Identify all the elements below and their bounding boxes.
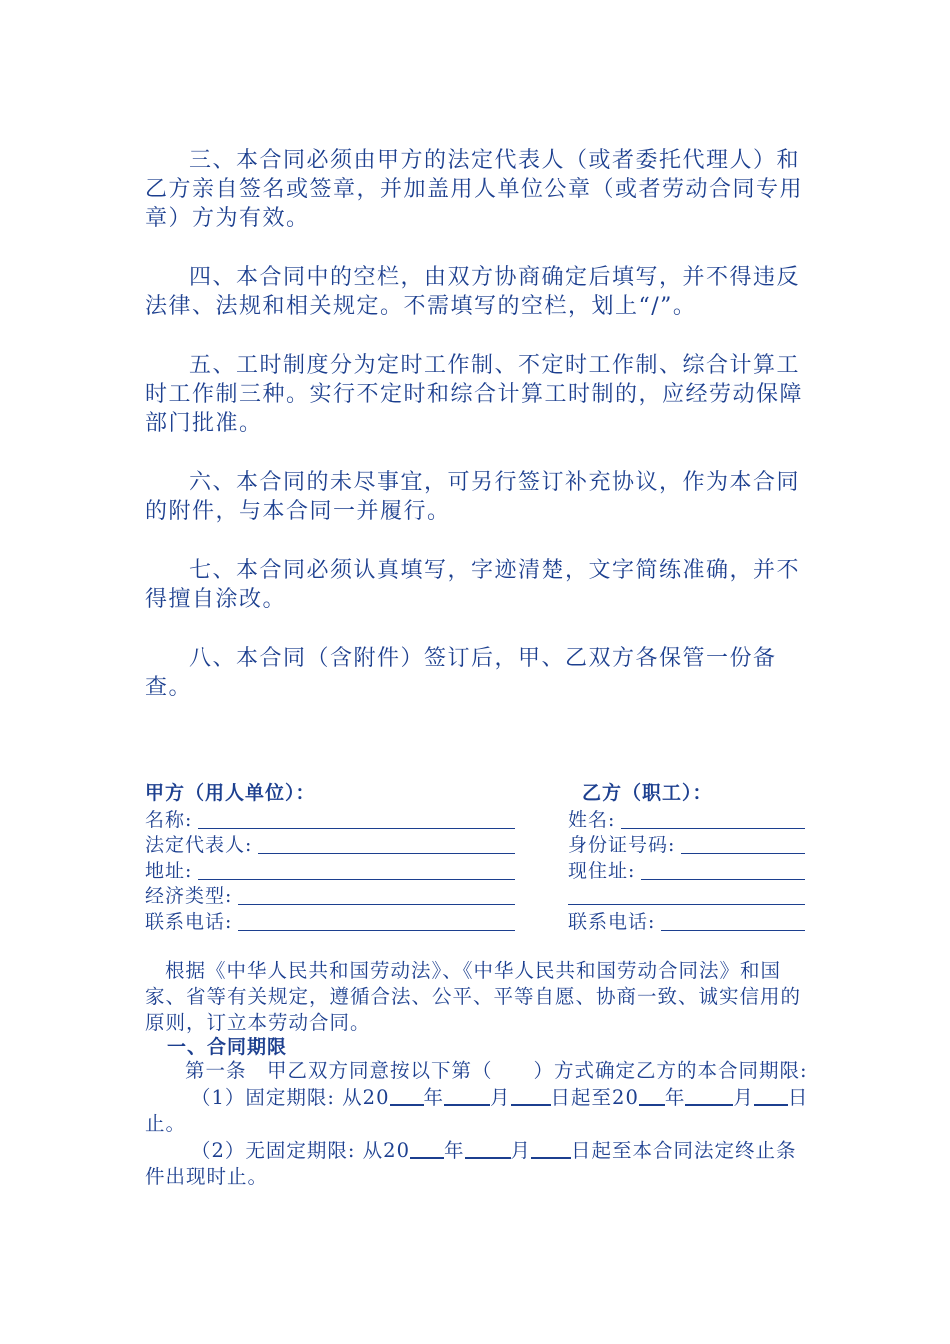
party-b-phone-field[interactable] [568, 908, 805, 934]
fill-line[interactable] [238, 912, 515, 931]
blank-day[interactable] [754, 1084, 788, 1106]
party-b-address-field[interactable] [568, 857, 805, 883]
field-label: 现住址: [568, 859, 636, 882]
option-text: 月 [490, 1086, 511, 1109]
option-text: 年 [423, 1086, 445, 1109]
blank-year[interactable] [410, 1137, 444, 1159]
blank-month[interactable] [685, 1084, 733, 1106]
blank-month[interactable] [444, 1084, 490, 1106]
blank-month[interactable] [465, 1137, 511, 1159]
option-text: 月 [510, 1139, 532, 1162]
party-b-column [568, 780, 805, 934]
contract-body [145, 958, 810, 1190]
section-1-heading: 一、合同期限 [167, 1036, 288, 1058]
fill-line[interactable] [661, 912, 805, 931]
notes-section [145, 146, 810, 732]
note-6: 六、本合同的未尽事宜，可另行签订补充协议，作为本合同的附件，与本合同一并履行。 [145, 470, 801, 524]
field-label: 联系电话: [568, 910, 656, 933]
option-text: 日起至20 [550, 1086, 639, 1109]
field-label: 姓名: [568, 808, 616, 831]
party-b-title: 乙方（职工）： [582, 782, 713, 804]
option-text: （1）固定期限: 从20 [191, 1086, 390, 1109]
option-text: 月 [733, 1086, 754, 1109]
party-a-phone-field[interactable] [145, 908, 515, 934]
party-a-name-field[interactable] [145, 806, 515, 832]
field-label: 地址: [145, 859, 193, 882]
blank-year[interactable] [639, 1084, 665, 1106]
fill-line[interactable] [681, 835, 805, 854]
fill-line[interactable] [621, 810, 805, 829]
party-a-column [145, 780, 515, 934]
fill-line[interactable] [641, 861, 805, 880]
option-text: 日起至本合同法定终止条件出现时止。 [145, 1139, 797, 1188]
field-label: 身份证号码: [568, 834, 676, 856]
fill-line[interactable] [568, 886, 805, 905]
party-a-address-field[interactable] [145, 857, 515, 883]
option-text: 年 [444, 1139, 465, 1162]
note-7: 七、本合同必须认真填写，字迹清楚，文字简练准确，并不得擅自涂改。 [145, 558, 801, 612]
note-5: 五、工时制度分为定时工作制、不定时工作制、综合计算工时工作制三种。实行不定时和综合计算工时制的，应经劳动保障部门批准。 [145, 353, 804, 436]
fill-line[interactable] [238, 886, 515, 905]
field-label: 名称: [145, 808, 193, 831]
article-1: 第一条 甲乙双方同意按以下第（ ）方式确定乙方的本合同期限: [185, 1059, 808, 1082]
blank-day[interactable] [531, 1137, 571, 1159]
blank-day[interactable] [511, 1084, 551, 1106]
field-label: 联系电话: [145, 910, 233, 933]
option-text: 日止。 [145, 1086, 809, 1135]
note-8: 八、本合同（含附件）签订后，甲、乙双方各保管一份备查。 [145, 646, 777, 700]
party-a-title: 甲方（用人单位）： [145, 782, 316, 804]
party-a-economic-type-field[interactable] [145, 883, 515, 909]
party-b-name-field[interactable] [568, 806, 805, 832]
note-4: 四、本合同中的空栏，由双方协商确定后填写，并不得违反法律、法规和相关规定。不需填写的空栏，划上“/”。 [145, 265, 801, 319]
fill-line[interactable] [198, 861, 515, 880]
fill-line[interactable] [258, 835, 515, 854]
field-label: 法定代表人: [145, 834, 253, 856]
party-b-id-field[interactable] [568, 832, 805, 858]
note-3: 三、本合同必须由甲方的法定代表人（或者委托代理人）和乙方亲自签名或签章，并加盖用人单位公章（或者劳动合同专用章）方为有效。 [145, 148, 804, 231]
fill-line[interactable] [198, 810, 515, 829]
preamble: 根据《中华人民共和国劳动法》、《中华人民共和国劳动合同法》和国家、省等有关规定，遵循合法、公平、平等自愿、协商一致、诚实信用的原则，订立本劳动合同。 [145, 959, 802, 1034]
option-text: 年 [664, 1086, 686, 1109]
party-b-blank-field[interactable] [568, 883, 805, 909]
signature-block [145, 780, 810, 940]
field-label: 经济类型: [145, 885, 233, 907]
party-a-legal-rep-field[interactable] [145, 832, 515, 858]
option-open-term [145, 1137, 810, 1190]
option-fixed-term [145, 1084, 810, 1137]
option-text: （2）无固定期限: 从20 [191, 1139, 410, 1162]
blank-year[interactable] [390, 1084, 424, 1106]
